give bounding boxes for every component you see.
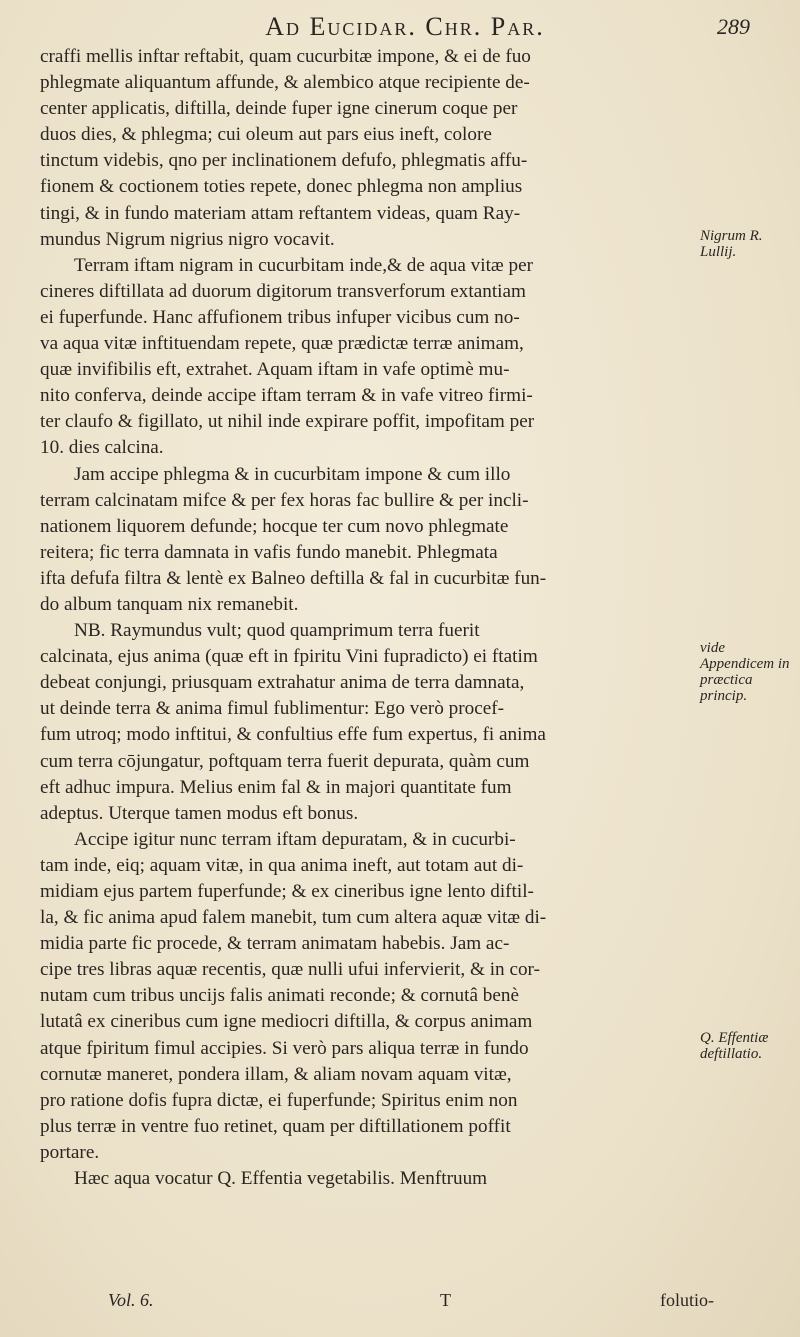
text-line: portare. (40, 1141, 100, 1163)
margin-note: Nigrum R. Lullij. (700, 228, 763, 260)
text-line: cornutæ maneret, pondera illam, & aliam novam aquam vitæ, (40, 1063, 512, 1085)
text-line: va aqua vitæ inftituendam repete, quæ prædictæ terræ animam, (40, 333, 524, 355)
margin-note: vide Appendicem in præctica princip. (700, 640, 790, 704)
text-line: atque fpiritum fimul accipies. Si verò pars aliqua terræ in fundo (40, 1037, 529, 1059)
text-line: cipe tres libras aquæ recentis, quæ nulli ufui infervierit, & in cor- (40, 959, 540, 981)
text-line: cineres diftillata ad duorum digitorum transverforum extantiam (40, 280, 526, 302)
volume-signature: Vol. 6. (108, 1290, 154, 1310)
text-line: duos dies, & phlegma; cui oleum aut pars eius ineft, colore (40, 124, 492, 146)
text-line: ei fuperfunde. Hanc affufionem tribus infuper vicibus cum no- (40, 306, 520, 328)
text-line: ut deinde terra & anima fimul fublimentur: Ego verò procef- (40, 698, 505, 720)
text-line: Hæc aqua vocatur Q. Effentia vegetabilis. Menftruum (74, 1168, 488, 1190)
text-line: la, & fic anima apud falem manebit, tum cum altera aquæ vitæ di- (40, 907, 547, 929)
text-line: plus terræ in ventre fuo retinet, quam per diftillationem poffit (40, 1115, 511, 1137)
text-line: phlegmate aliquantum affunde, & alembico atque recipiente de- (40, 72, 530, 94)
text-line: tam inde, eiq; aquam vitæ, in qua anima ineft, aut totam aut di- (40, 854, 524, 876)
text-line: terram calcinatam mifce & per fex horas fac bullire & per incli- (40, 489, 529, 511)
text-line: debeat conjungi, priusquam extrahatur anima de terra damnata, (40, 672, 525, 694)
page-footer (40, 1290, 714, 1316)
text-line: nito conferva, deinde accipe iftam terram & in vafe vitreo firmi- (40, 385, 533, 407)
text-line: craffi mellis inftar reftabit, quam cucurbitæ impone, & ei de fuo (40, 46, 531, 67)
text-line: center applicatis, diftilla, deinde fuper igne cinerum coque per (40, 98, 518, 120)
body-text (40, 44, 700, 1192)
text-line: NB. Raymundus vult; quod quamprimum terra fuerit (74, 620, 480, 642)
margin-note: Q. Effentiæ deftillatio. (700, 1030, 769, 1062)
text-line: cum terra cōjungatur, poftquam terra fuerit depurata, quàm cum (40, 750, 530, 772)
text-line: tingi, & in fundo materiam attam reftantem videas, quam Ray- (40, 202, 521, 224)
text-line: nationem liquorem defunde; hocque ter cum novo phlegmate (40, 515, 509, 537)
text-line: adeptus. Uterque tamen modus eft bonus. (40, 802, 359, 824)
signature-mark: T (440, 1290, 451, 1310)
catchword: folutio- (660, 1290, 714, 1310)
text-line: lutatâ ex cineribus cum igne mediocri diftilla, & corpus animam (40, 1011, 533, 1033)
margin-notes (700, 0, 800, 1337)
running-head: Ad Eucidar. Chr. Par. (265, 12, 545, 41)
text-line: eft adhuc impura. Melius enim fal & in majori quantitate fum (40, 776, 512, 798)
text-line: midiam ejus partem fuperfunde; & ex cineribus igne lento diftil- (40, 881, 534, 902)
text-line: Terram iftam nigram in cucurbitam inde,& de aqua vitæ per (74, 254, 534, 276)
page-number: 289 (717, 14, 750, 39)
text-line: ter claufo & figillato, ut nihil inde expirare poffit, impofitam per (40, 411, 535, 433)
text-line: Accipe igitur nunc terram iftam depuratam, & in cucurbi- (74, 828, 516, 850)
text-line: midia parte fic procede, & terram animatam habebis. Jam ac- (40, 933, 510, 955)
text-line: mundus Nigrum nigrius nigro vocavit. (40, 228, 335, 250)
page-header (60, 12, 750, 46)
text-line: fionem & coctionem toties repete, donec phlegma non amplius (40, 176, 523, 198)
text-line: reitera; fic terra damnata in vafis fundo manebit. Phlegmata (40, 541, 498, 563)
text-line: tinctum videbis, qno per inclinationem defufo, phlegmatis affu- (40, 150, 528, 172)
text-line: fum utroq; modo inftitui, & confultius effe fum expertus, fi anima (40, 724, 546, 746)
text-line: Jam accipe phlegma & in cucurbitam impone & cum illo (74, 463, 511, 485)
text-line: calcinata, ejus anima (quæ eft in fpiritu Vini fupradicto) ei ftatim (40, 646, 538, 668)
text-line: 10. dies calcina. (40, 437, 164, 459)
text-line: quæ invifibilis eft, extrahet. Aquam iftam in vafe optimè mu- (40, 359, 510, 381)
text-line: nutam cum tribus uncijs falis animati reconde; & cornutâ benè (40, 985, 520, 1007)
text-line: ifta defufa filtra & lentè ex Balneo deftilla & fal in cucurbitæ fun- (40, 567, 547, 589)
text-line: pro ratione dofis fupra dictæ, ei fuperfunde; Spiritus enim non (40, 1089, 518, 1111)
text-line: do album tanquam nix remanebit. (40, 593, 299, 615)
